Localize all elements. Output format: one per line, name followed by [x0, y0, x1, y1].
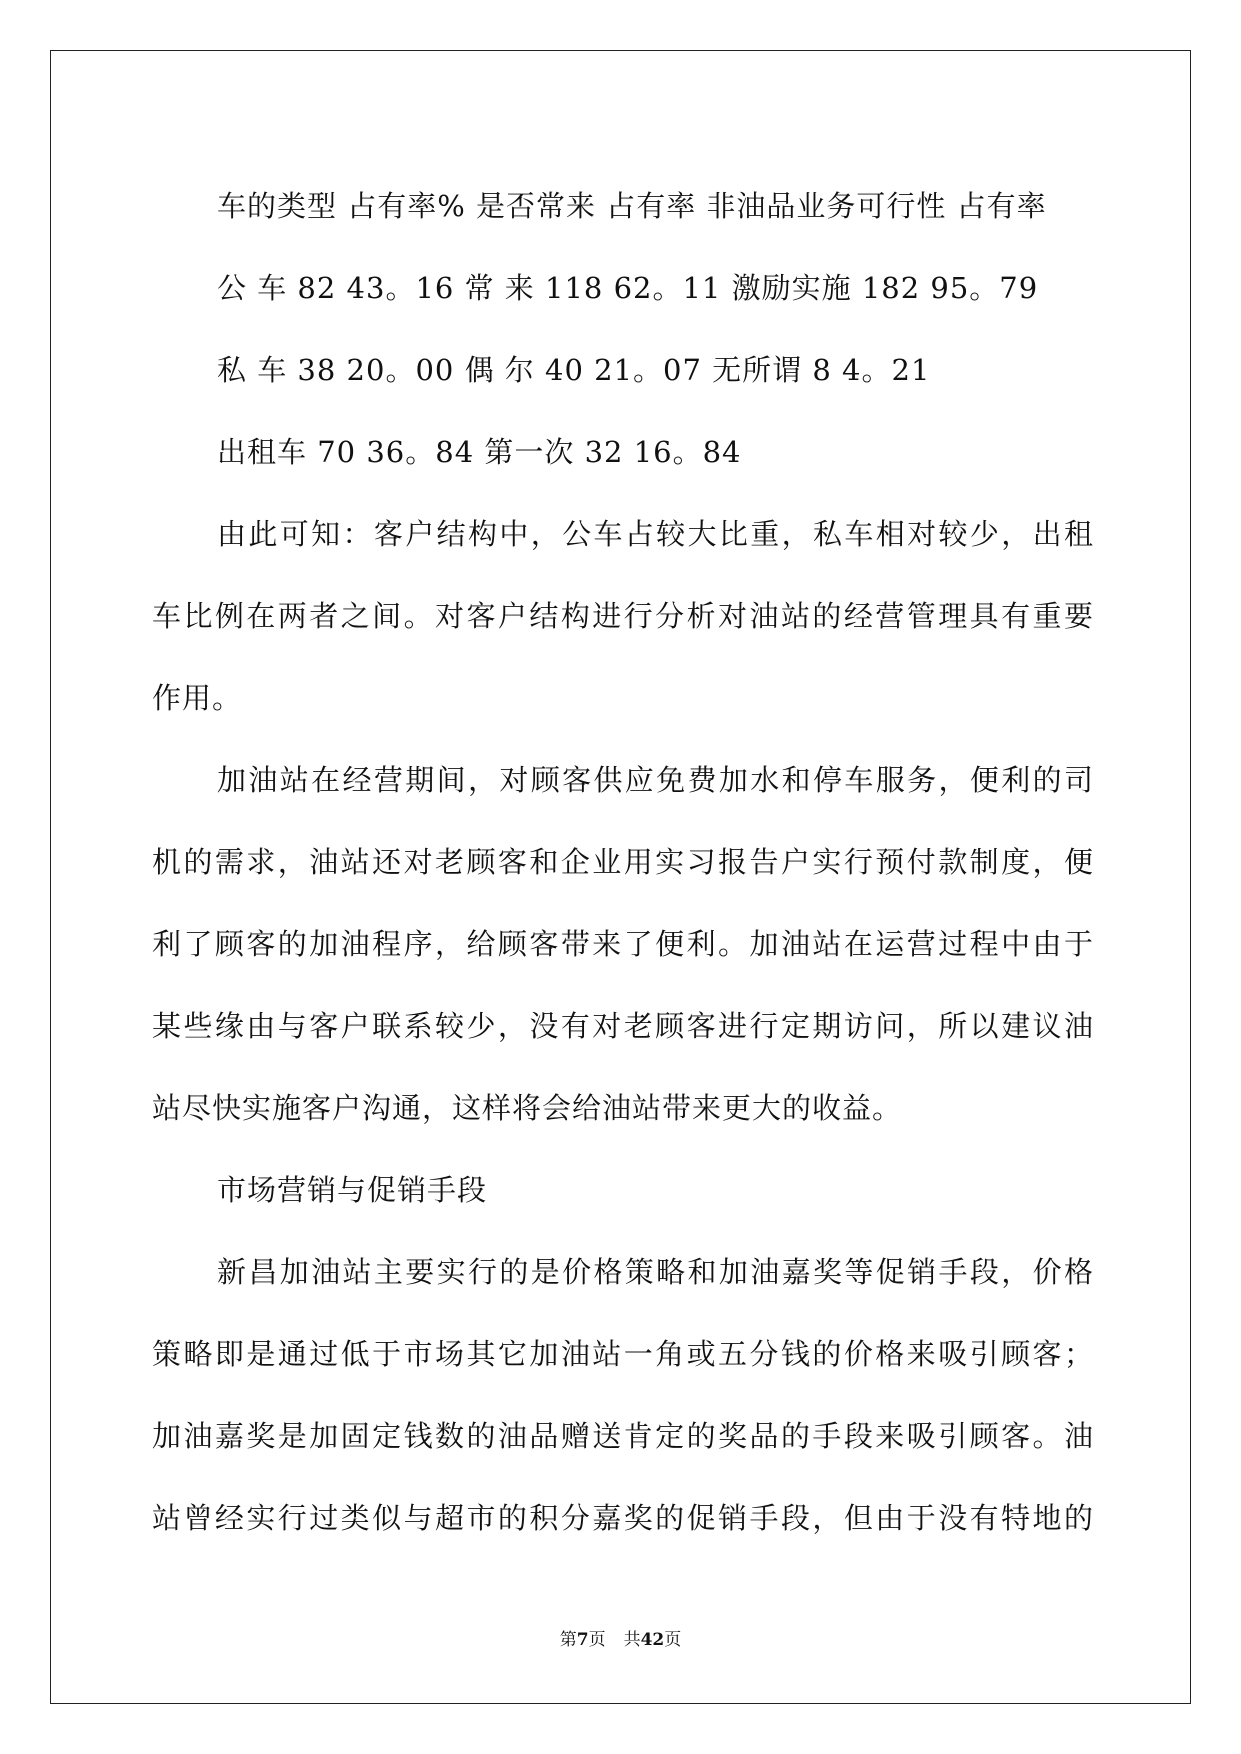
paragraph-line: 利了顾客的加油程序，给顾客带来了便利。加油站在运营过程中由于	[152, 927, 1094, 961]
paragraph-line: 站曾经实行过类似与超市的积分嘉奖的促销手段，但由于没有特地的	[152, 1501, 1094, 1535]
document-body	[152, 165, 1094, 1559]
paragraph-line: 某些缘由与客户联系较少，没有对老顾客进行定期访问，所以建议油	[152, 1009, 1094, 1043]
table-header-line: 车的类型 占有率% 是否常来 占有率 非油品业务可行性 占有率	[217, 189, 1047, 223]
table-row-taxi: 出租车 70 36。84 第一次 32 16。84	[217, 435, 742, 469]
table-row-public-car: 公 车 82 43。16 常 来 118 62。11 激励实施 182 95。79	[217, 271, 1039, 305]
paragraph-line: 加油嘉奖是加固定钱数的油品赠送肯定的奖品的手段来吸引顾客。油	[152, 1419, 1094, 1453]
paragraph-line: 车比例在两者之间。对客户结构进行分析对油站的经营管理具有重要	[152, 599, 1094, 633]
footer-total-prefix: 共	[623, 1630, 641, 1650]
section-heading: 市场营销与促销手段	[217, 1173, 488, 1207]
paragraph-line: 策略即是通过低于市场其它加油站一角或五分钱的价格来吸引顾客；	[152, 1337, 1094, 1371]
footer-page-suffix: 页	[588, 1630, 606, 1650]
paragraph-line: 由此可知：客户结构中，公车占较大比重，私车相对较少，出租	[217, 517, 1094, 551]
footer-prefix: 第	[559, 1630, 577, 1650]
paragraph-line: 站尽快实施客户沟通，这样将会给油站带来更大的收益。	[152, 1091, 903, 1125]
footer-total-suffix: 页	[664, 1630, 682, 1650]
page-footer	[0, 1625, 1241, 1650]
paragraph-line: 新昌加油站主要实行的是价格策略和加油嘉奖等促销手段，价格	[217, 1255, 1094, 1289]
paragraph-line: 加油站在经营期间，对顾客供应免费加水和停车服务，便利的司	[217, 763, 1094, 797]
table-row-private-car: 私 车 38 20。00 偶 尔 40 21。07 无所谓 8 4。21	[217, 353, 931, 387]
footer-page-number: 7	[576, 1630, 589, 1650]
paragraph-line: 作用。	[152, 681, 243, 715]
paragraph-line: 机的需求，油站还对老顾客和企业用实习报告户实行预付款制度，便	[152, 845, 1094, 879]
footer-total-pages: 42	[640, 1630, 665, 1650]
